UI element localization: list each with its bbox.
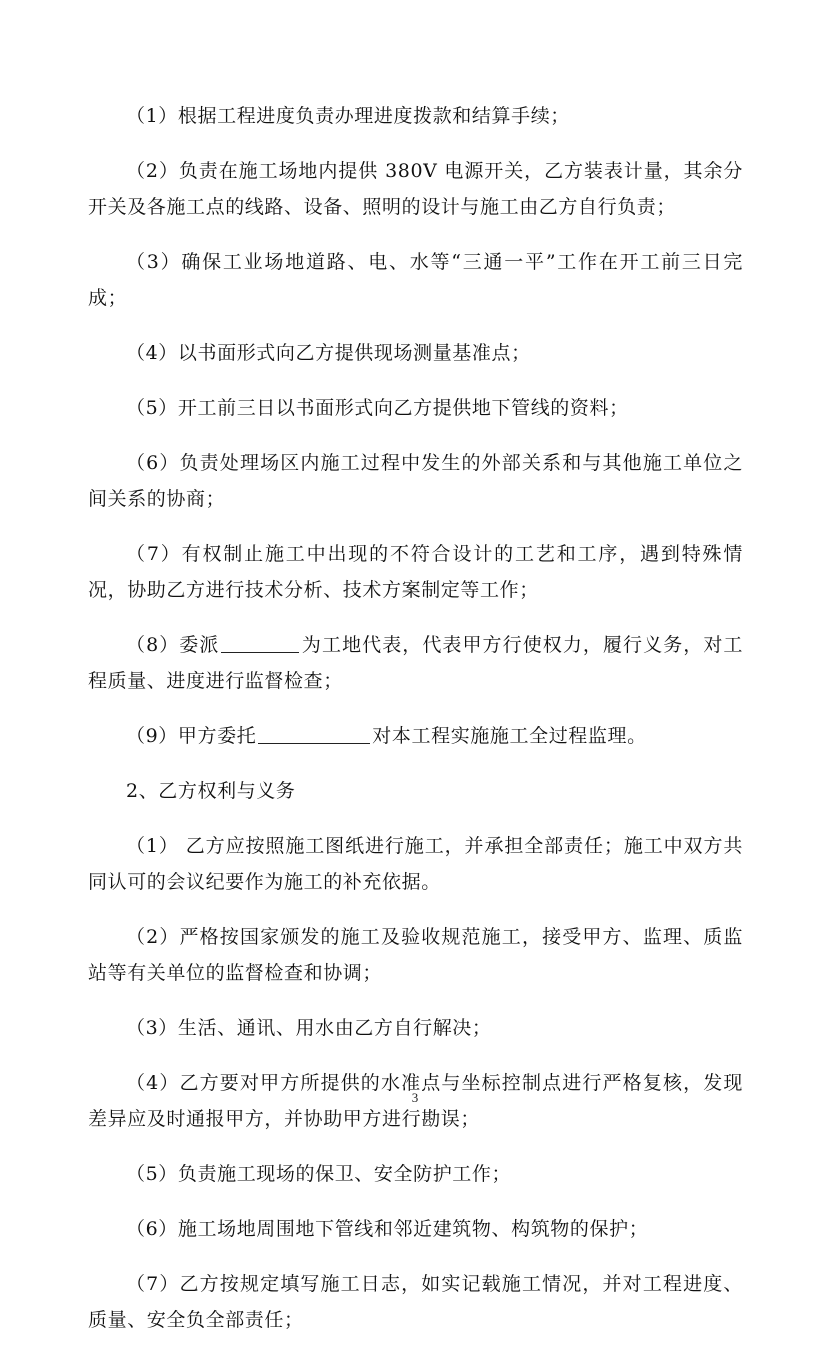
site-representative-blank [221, 628, 299, 653]
party-b-item-2: （2）严格按国家颁发的施工及验收规范施工，接受甲方、监理、质监站等有关单位的监督检查和协调； [88, 926, 743, 984]
party-a-item-4: （4）以书面形式向乙方提供现场测量基准点； [126, 342, 531, 364]
party-b-item-7: （7）乙方按规定填写施工日志，如实记载施工情况，并对工程进度、质量、安全负全部责任； [88, 1273, 743, 1331]
item-8-prefix: （8）委派 [126, 634, 220, 656]
party-a-item-8 [88, 627, 743, 699]
party-a-item-1: （1）根据工程进度负责办理进度拨款和结算手续； [126, 105, 570, 127]
party-a-item-6: （6）负责处理场区内施工过程中发生的外部关系和与其他施工单位之间关系的协商； [88, 452, 743, 510]
party-a-item-3: （3）确保工业场地道路、电、水等“三通一平”工作在开工前三日完成； [88, 251, 743, 309]
page-number: 3 [411, 1090, 419, 1105]
party-b-item-4: （4）乙方要对甲方所提供的水准点与坐标控制点进行严格复核，发现差异应及时通报甲方，并协助甲方进行勘误； [88, 1072, 743, 1130]
party-a-item-5: （5）开工前三日以书面形式向乙方提供地下管线的资料； [126, 397, 629, 419]
party-a-item-2: （2）负责在施工场地内提供 380V 电源开关，乙方装表计量，其余分开关及各施工点的线路、设备、照明的设计与施工由乙方自行负责； [88, 160, 743, 218]
party-b-item-6: （6）施工场地周围地下管线和邻近建筑物、构筑物的保护； [126, 1218, 649, 1240]
party-b-item-1: （1） 乙方应按照施工图纸进行施工，并承担全部责任；施工中双方共同认可的会议纪要作为施工的补充依据。 [88, 835, 743, 893]
section-b-title: 2、乙方权利与义务 [126, 780, 296, 802]
contract-body [88, 98, 743, 1357]
party-b-item-5: （5）负责施工现场的保卫、安全防护工作； [126, 1163, 512, 1185]
supervisor-blank [258, 719, 370, 744]
party-a-item-7: （7）有权制止施工中出现的不符合设计的工艺和工序，遇到特殊情况，协助乙方进行技术分析、技术方案制定等工作； [88, 543, 743, 601]
party-a-item-9 [88, 718, 743, 754]
item-8-suffix: 为工地代表，代表甲方行使权力，履行义务，对工程质量、进度进行监督检查； [88, 634, 744, 692]
item-9-suffix: 对本工程实施施工全过程监理。 [372, 725, 647, 747]
item-9-prefix: （9）甲方委托 [126, 725, 257, 747]
party-b-item-3: （3）生活、通讯、用水由乙方自行解决； [126, 1017, 492, 1039]
